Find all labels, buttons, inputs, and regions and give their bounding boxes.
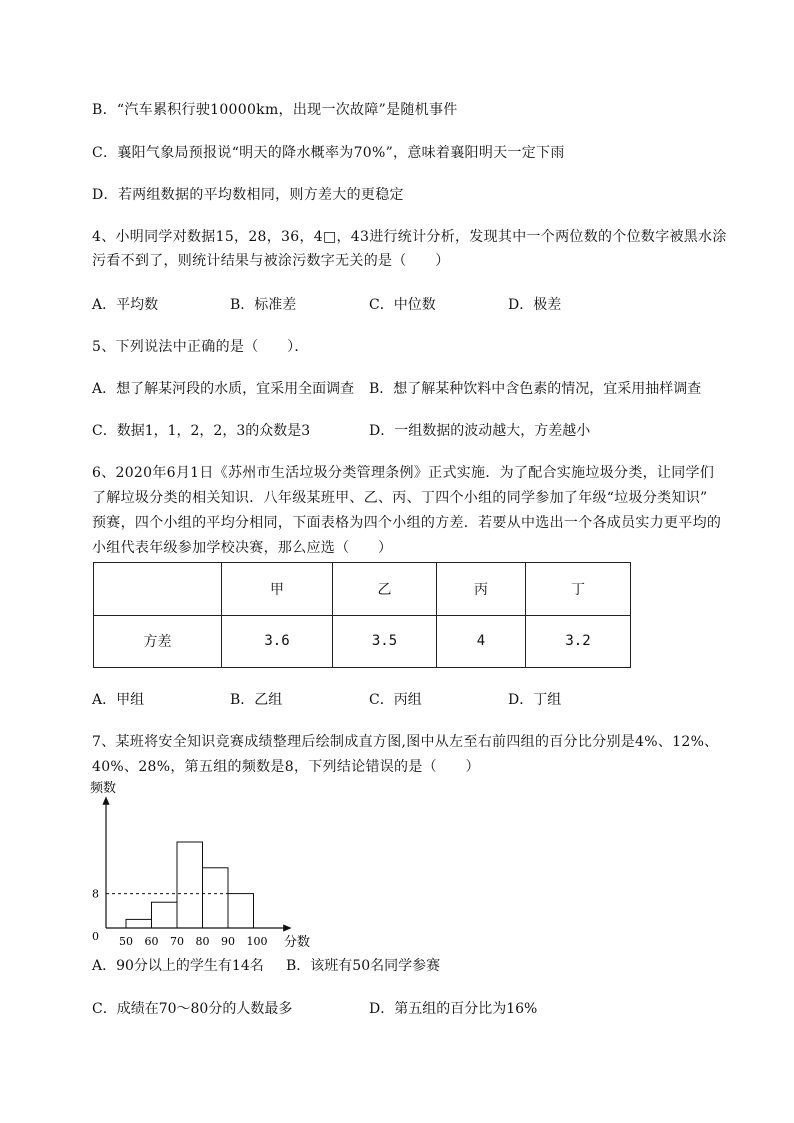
q6-stem-line1: 6、2020年6月1日《苏州市生活垃圾分类管理条例》正式实施．为了配合实施垃圾分类，让同学们	[92, 465, 715, 481]
y-axis-label: 频数	[90, 781, 117, 796]
y-tick-label-0: 0	[92, 930, 99, 943]
table-cell-bing: 4	[437, 615, 526, 668]
q7-stem-line2: 40%、28%，第五组的频数是8，下列结论错误的是（ ）	[92, 759, 480, 775]
x-tick-label: 100	[246, 935, 268, 948]
q4-stem-line2: 污看不到了，则统计结果与被涂污数字无关的是（ ）	[92, 253, 450, 269]
q6-option-a: A．甲组	[92, 692, 145, 708]
table-cell-ding: 3.2	[526, 615, 631, 668]
q7-option-c: C．成绩在70～80分的人数最多	[92, 1001, 293, 1017]
q5-stem: 5、下列说法中正确的是（ ）．	[92, 339, 309, 355]
table-row	[94, 615, 631, 668]
q3-option-d: D．若两组数据的平均数相同，则方差大的更稳定	[92, 187, 404, 203]
q4-option-c: C．中位数	[369, 297, 436, 313]
histogram-bar-90-100	[228, 894, 254, 928]
variance-table	[93, 562, 631, 668]
q6-option-c: C．丙组	[369, 692, 422, 708]
histogram-chart	[88, 778, 328, 950]
table-corner-cell	[94, 563, 222, 616]
x-tick-label: 70	[170, 935, 184, 948]
q4-option-b: B．标准差	[230, 297, 297, 313]
histogram-bar-70-80	[177, 842, 203, 928]
table-header-bing: 丙	[437, 563, 526, 616]
q4-stem-line1: 4、小明同学对数据15，28，36，4□，43进行统计分析，发现其中一个两位数的个位数字被黑水涂	[92, 229, 727, 245]
q6-stem-line3: 预赛，四个小组的平均分相同，下面表格为四个小组的方差．若要从中选出一个各成员实力更平均的	[92, 515, 722, 531]
table-cell-jia: 3.6	[222, 615, 333, 668]
histogram-bar-50-60	[126, 919, 152, 928]
q5-option-a: A．想了解某河段的水质，宜采用全面调查	[92, 381, 355, 397]
y-tick-label-8: 8	[92, 887, 99, 901]
table-header-yi: 乙	[333, 563, 437, 616]
q7-option-a: A．90分以上的学生有14名	[92, 958, 264, 974]
q7-option-d: D．第五组的百分比为16%	[369, 1001, 538, 1017]
histogram-bar-60-70	[152, 902, 178, 928]
x-tick-label: 90	[221, 935, 235, 948]
q5-option-b: B．想了解某种饮料中含色素的情况，宜采用抽样调查	[369, 381, 702, 397]
x-tick-label: 80	[195, 935, 210, 948]
table-cell-yi: 3.5	[333, 615, 437, 668]
x-tick-label: 50	[119, 935, 133, 948]
q4-option-a: A．平均数	[92, 297, 159, 313]
table-header-jia: 甲	[222, 563, 333, 616]
q3-option-b: B．“汽车累积行驶10000km，出现一次故障”是随机事件	[92, 102, 458, 118]
q6-option-d: D．丁组	[508, 692, 562, 708]
table-header-ding: 丁	[526, 563, 631, 616]
q5-option-c: C．数据1，1，2，2，3的众数是3	[92, 423, 311, 439]
q3-option-c: C．襄阳气象局预报说“明天的降水概率为70%”，意味着襄阳明天一定下雨	[92, 145, 565, 161]
q6-option-b: B．乙组	[230, 692, 283, 708]
x-axis-label: 分数	[284, 935, 311, 950]
q7-option-b: B．该班有50名同学参赛	[286, 958, 441, 974]
q6-stem-line2: 了解垃圾分类的相关知识．八年级某班甲、乙、丙、丁四个小组的同学参加了年级“垃圾分类知识”	[92, 490, 708, 506]
q6-stem-line4: 小组代表年级参加学校决赛，那么应选（ ）	[92, 540, 393, 556]
histogram-bar-80-90	[203, 868, 229, 928]
table-row-label: 方差	[94, 615, 222, 668]
q5-option-d: D．一组数据的波动越大，方差越小	[369, 423, 591, 439]
x-tick-label: 60	[144, 935, 159, 948]
q7-stem-line1: 7、某班将安全知识竞赛成绩整理后绘制成直方图,图中从左至右前四组的百分比分别是4%、12%、	[92, 734, 719, 750]
q4-option-d: D．极差	[508, 297, 562, 313]
table-header-row	[94, 563, 631, 616]
